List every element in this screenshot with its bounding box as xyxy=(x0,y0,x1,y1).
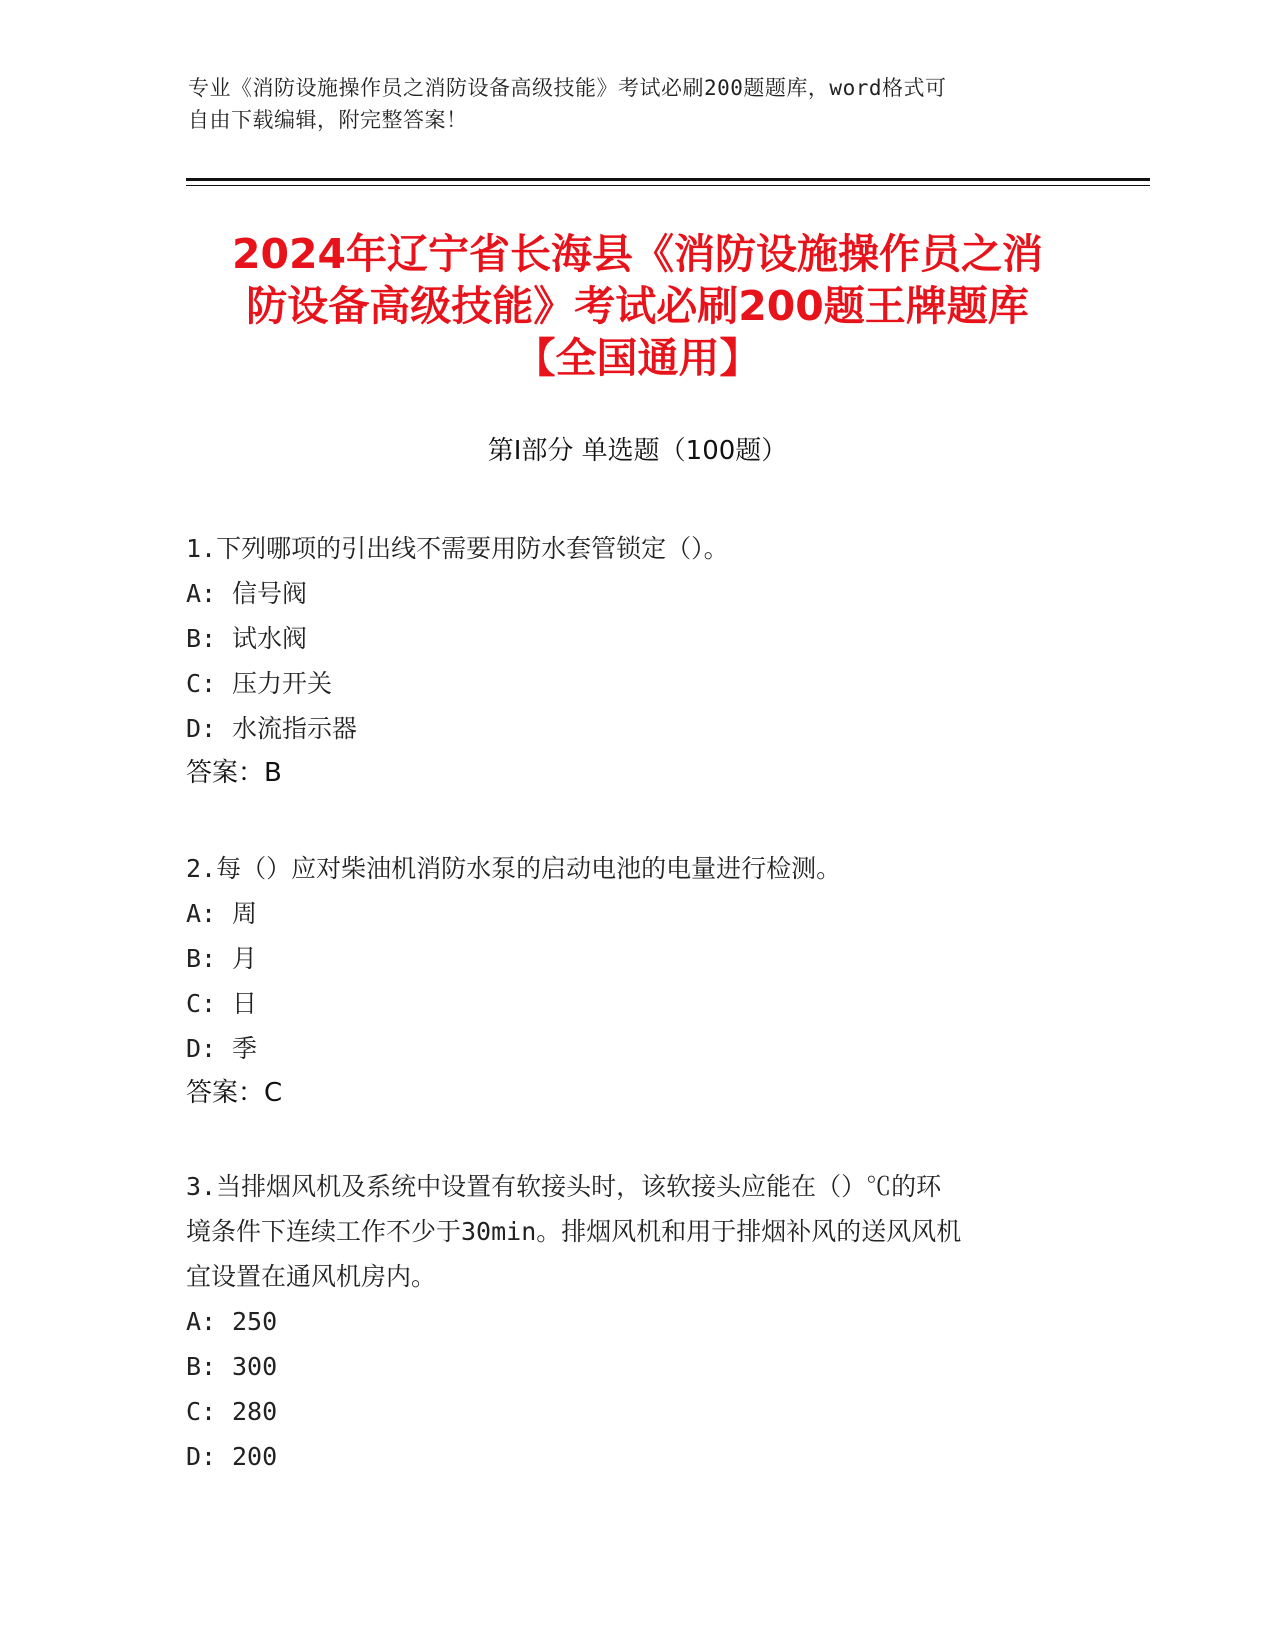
question-stem-line-2: 境条件下连续工作不少于30min。排烟风机和用于排烟补风的送风风机 xyxy=(186,1217,962,1246)
option-letter: A: xyxy=(186,579,217,608)
option-text: 200 xyxy=(232,1442,278,1471)
question-stem-line-3: 宜设置在通风机房内。 xyxy=(186,1262,437,1291)
question-stem: 1.下列哪项的引出线不需要用防水套管锁定（）。 xyxy=(186,534,729,563)
question-stem: 2.每（）应对柴油机消防水泵的启动电池的电量进行检测。 xyxy=(186,854,842,883)
option-letter: C: xyxy=(186,669,217,698)
option-c xyxy=(186,661,1086,706)
header-note-line-1: 专业《消防设施操作员之消防设备高级技能》考试必刷200题题库，word格式可 xyxy=(188,76,947,100)
option-letter: B: xyxy=(186,1352,217,1381)
option-c xyxy=(186,1389,1086,1434)
question-2 xyxy=(186,846,1086,1116)
header-divider-thick xyxy=(186,178,1150,181)
option-text: 月 xyxy=(232,944,258,973)
option-text: 压力开关 xyxy=(232,669,333,698)
section-heading: 第Ⅰ部分 单选题（100题） xyxy=(487,436,788,466)
option-a xyxy=(186,1299,1086,1344)
option-letter: B: xyxy=(186,624,217,653)
option-letter: D: xyxy=(186,714,217,743)
option-letter: A: xyxy=(186,1307,217,1336)
question-stem-line-1: 3.当排烟风机及系统中设置有软接头时，该软接头应能在（）℃的环 xyxy=(186,1172,942,1201)
option-text: 300 xyxy=(232,1352,278,1381)
option-text: 信号阀 xyxy=(232,579,308,608)
option-a xyxy=(186,571,1086,616)
answer: 答案：B xyxy=(186,758,282,788)
option-text: 280 xyxy=(232,1397,278,1426)
title-line-2: 防设备高级技能》考试必刷200题王牌题库 xyxy=(246,282,1029,330)
option-text: 日 xyxy=(232,989,258,1018)
option-b xyxy=(186,1344,1086,1389)
question-3 xyxy=(186,1164,1086,1479)
title-line-3: 【全国通用】 xyxy=(514,334,761,382)
option-letter: C: xyxy=(186,1397,217,1426)
option-text: 水流指示器 xyxy=(232,714,358,743)
option-letter: B: xyxy=(186,944,217,973)
option-letter: D: xyxy=(186,1442,217,1471)
option-text: 250 xyxy=(232,1307,278,1336)
option-text: 周 xyxy=(232,899,258,928)
option-text: 季 xyxy=(232,1034,258,1063)
title-line-1: 2024年辽宁省长海县《消防设施操作员之消 xyxy=(231,230,1044,278)
option-text: 试水阀 xyxy=(232,624,308,653)
header-note-line-2: 自由下载编辑，附完整答案！ xyxy=(188,108,468,132)
option-d xyxy=(186,1026,1086,1071)
option-d xyxy=(186,1434,1086,1479)
option-a xyxy=(186,891,1086,936)
option-letter: C: xyxy=(186,989,217,1018)
option-b xyxy=(186,616,1086,661)
option-letter: D: xyxy=(186,1034,217,1063)
option-d xyxy=(186,706,1086,751)
option-b xyxy=(186,936,1086,981)
header-note xyxy=(188,72,1068,136)
header-divider-thin xyxy=(186,185,1150,186)
option-letter: A: xyxy=(186,899,217,928)
document-title xyxy=(150,228,1125,384)
answer: 答案：C xyxy=(186,1078,283,1108)
option-c xyxy=(186,981,1086,1026)
question-1 xyxy=(186,526,1086,796)
